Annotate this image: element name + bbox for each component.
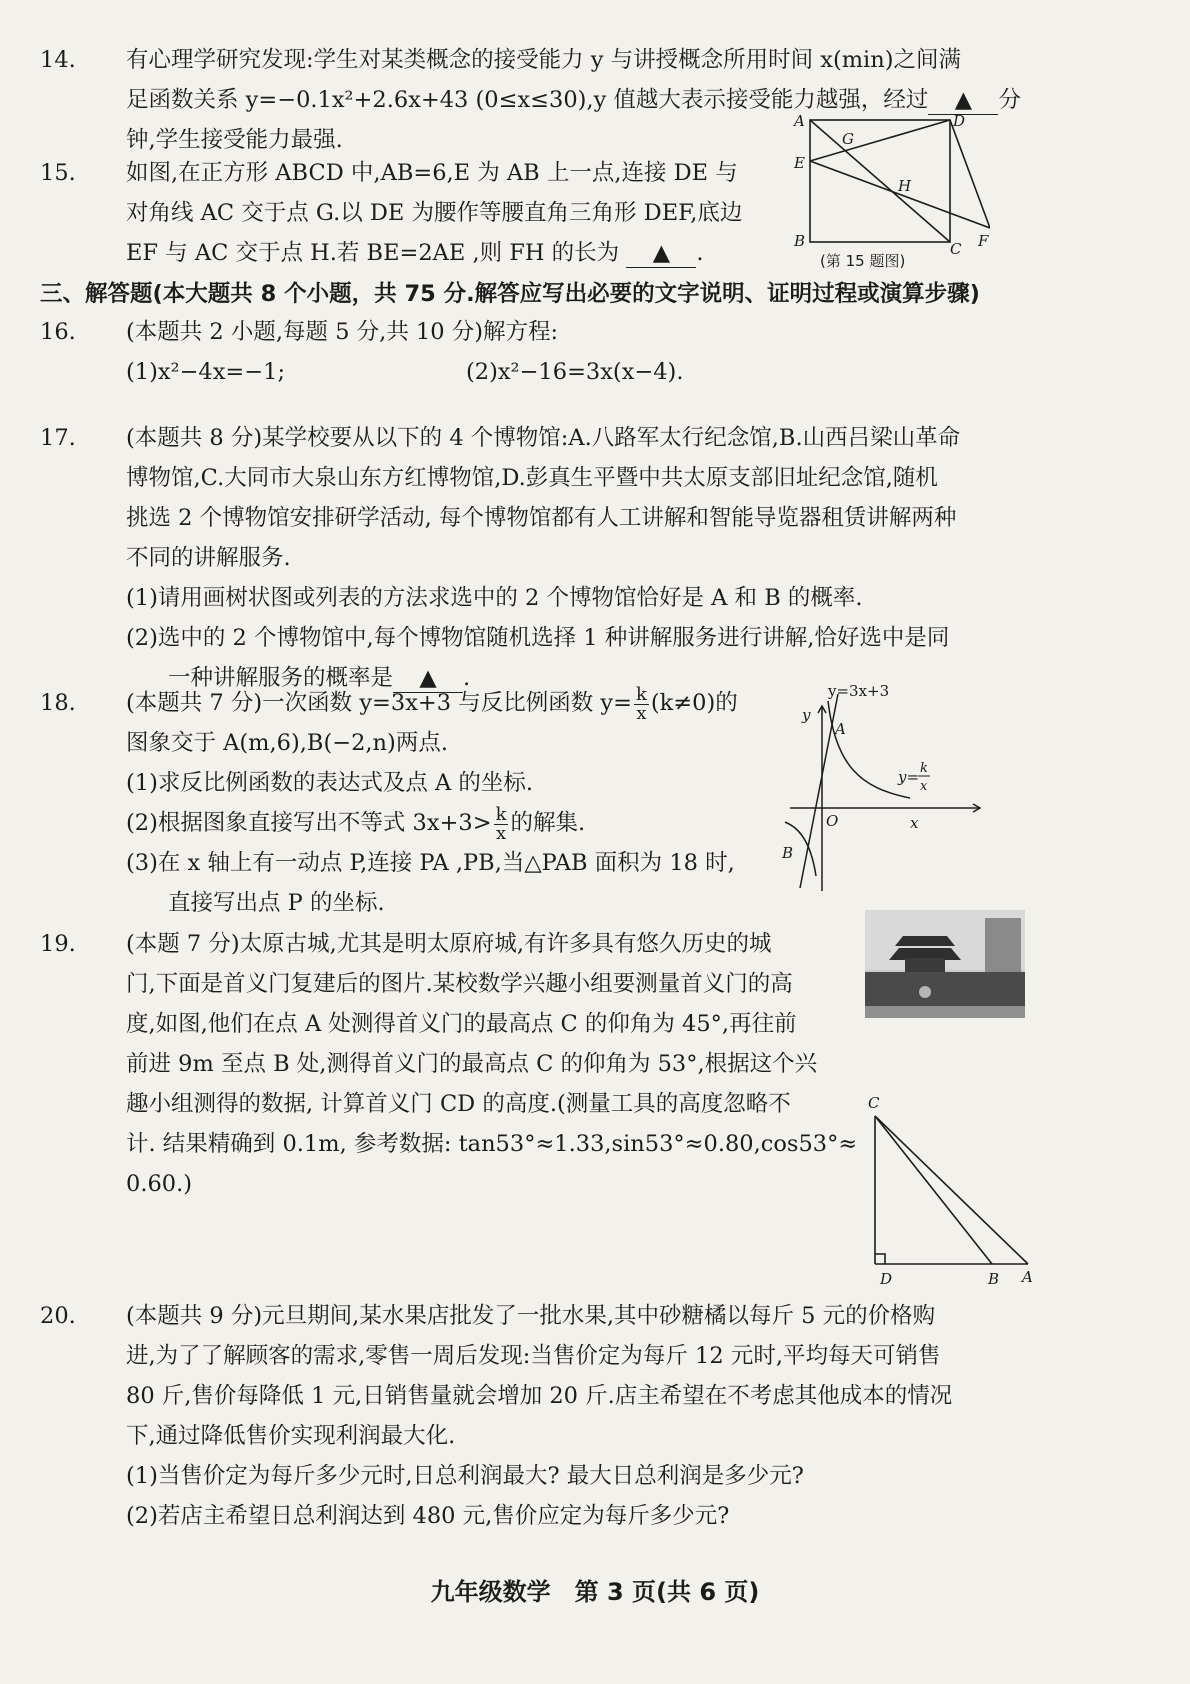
fraction-numerator: k [635,683,647,705]
q18-figure [780,676,990,898]
q17-line-3: 挑选 2 个博物馆安排研学活动, 每个博物馆都有人工讲解和智能导览器租赁讲解两种 [126,505,957,531]
label-b: B [794,232,806,250]
q19-line-1: (本题 7 分)太原古城,尤其是明太原府城,有许多具有悠久历史的城 [126,931,772,957]
city-gate-photo [865,910,1025,1018]
q15-period: . [696,240,704,266]
y-axis-label: y [802,706,811,724]
diagonal-ac [810,120,950,242]
q14-unit: 分 [998,87,1021,113]
fraction-k-over-x [494,803,509,844]
label-c: C [950,240,962,258]
q16-part-1: (1)x²−4x=−1; [126,359,286,385]
x-axis-label: x [910,814,919,832]
q18-part-2: (2)根据图象直接写出不等式 3x+3> [126,810,492,836]
q15-line-1: 如图,在正方形 ABCD 中,AB=6,E 为 AB 上一点,连接 DE 与 [126,160,738,186]
q19-line-3: 度,如图,他们在点 A 处测得首义门的最高点 C 的仰角为 45°,再往前 [126,1011,797,1037]
question-number: 19. [40,931,76,957]
fraction-k-over-x [634,683,649,724]
q18-part-3b: 直接写出点 P 的坐标. [168,890,385,916]
question-number: 16. [40,319,76,345]
q19-line-6: 计. 结果精确到 0.1m, 参考数据: tan53°≈1.33,sin53°≈0.80,cos53°≈ [126,1131,858,1157]
q20-part-2: (2)若店主希望日总利润达到 480 元,售价应定为每斤多少元? [126,1503,730,1529]
label-b: B [988,1270,1000,1288]
question-number: 15. [40,160,76,186]
label-d: D [953,112,966,130]
fraction-denominator: x [636,702,647,724]
curve-label-y: y= [898,768,920,786]
q19-line-4: 前进 9m 至点 B 处,测得首义门的最高点 C 的仰角为 53°,根据这个兴 [126,1051,818,1077]
q15-line-3: EF 与 AC 交于点 H.若 BE=2AE ,则 FH 的长为 [126,240,620,266]
q17-line-4: 不同的讲解服务. [126,545,291,571]
q18-part-2b: 的解集. [510,810,586,836]
answer-blank: ▲ [928,86,998,115]
q20-line-3: 80 斤,售价每降低 1 元,日销售量就会增加 20 斤.店主希望在不考虑其他成本的情况 [126,1383,953,1409]
curve-label-k: k [920,761,928,776]
label-a: A [794,112,805,130]
curve-label-x: x [920,779,928,794]
fraction-numerator: k [495,803,507,825]
label-d: D [880,1270,893,1288]
sightline-cb [875,1116,992,1264]
label-g: G [842,130,854,148]
q17-part-2-cont: 一种讲解服务的概率是 [168,665,394,691]
q17-part-2: (2)选中的 2 个博物馆中,每个博物馆随机选择 1 种讲解服务进行讲解,恰好选中是同 [126,625,950,651]
q15-line-2: 对角线 AC 交于点 G.以 DE 为腰作等腰直角三角形 DEF,底边 [126,200,743,226]
label-c: C [868,1094,880,1112]
question-number: 17. [40,425,76,451]
figure-caption: (第 15 题图) [820,252,906,270]
label-e: E [794,154,805,172]
q17-period: . [463,665,471,691]
question-18 [40,683,738,923]
q18-part-3: (3)在 x 轴上有一动点 P,连接 PA ,PB,当△PAB 面积为 18 时, [126,850,735,876]
line-label: y=3x+3 [828,682,890,700]
answer-blank: ▲ [626,239,696,268]
q16-intro: (本题共 2 小题,每题 5 分,共 10 分)解方程: [126,319,559,345]
q20-line-1: (本题共 9 分)元旦期间,某水果店批发了一批水果,其中砂糖橘以每斤 5 元的价格购 [126,1303,936,1329]
q20-line-2: 进,为了了解顾客的需求,零售一周后发现:当售价定为每斤 12 元时,平均每天可销售 [126,1343,941,1369]
q18-part-1: (1)求反比例函数的表达式及点 A 的坐标. [126,770,534,796]
question-16 [40,312,684,392]
q16-part-2: (2)x²−16=3x(x−4). [466,359,684,385]
point-b-label: B [782,844,794,862]
q17-part-1: (1)请用画树状图或列表的方法求选中的 2 个博物馆恰好是 A 和 B 的概率. [126,585,863,611]
section-heading: 三、解答题(本大题共 8 个小题，共 75 分.解答应写出必要的文字说明、证明过程或演算步骤) [40,281,980,307]
right-angle-mark [875,1254,885,1264]
sightline-ca [875,1116,1028,1264]
question-19 [40,924,857,1204]
origin-label: O [826,812,839,830]
q14-line-3: 钟,学生接受能力最强. [126,127,343,153]
fraction-denominator: x [495,822,507,844]
q15-figure [790,110,990,280]
q17-line-1: (本题共 8 分)某学校要从以下的 4 个博物馆:A.八路军太行纪念馆,B.山西吕梁山革命 [126,425,961,451]
q19-line-7: 0.60.) [126,1171,193,1197]
q14-line-1: 有心理学研究发现:学生对某类概念的接受能力 y 与讲授概念所用时间 x(min)之间满 [126,47,962,73]
page-footer: 九年级数学 第 3 页(共 6 页) [430,1578,760,1606]
q17-line-2: 博物馆,C.大同市大泉山东方红博物馆,D.彭真生平暨中共太原支部旧址纪念馆,随机 [126,465,938,491]
label-f: F [978,232,989,250]
label-a: A [1022,1268,1033,1286]
segment-de [810,120,950,161]
question-20 [40,1296,952,1536]
question-17 [40,418,960,698]
answer-blank: ▲ [393,664,463,693]
q19-line-2: 门,下面是首义门复建后的图片.某校数学兴趣小组要测量首义门的高 [126,971,793,997]
question-number: 14. [40,47,76,73]
question-number: 18. [40,690,76,716]
q18-line-1: (本题共 7 分)一次函数 y=3x+3 与反比例函数 y= [126,690,632,716]
q19-line-5: 趣小组测得的数据, 计算首义门 CD 的高度.(测量工具的高度忽略不 [126,1091,791,1117]
q20-line-4: 下,通过降低售价实现利润最大化. [126,1423,456,1449]
question-15 [40,153,742,273]
point-a-label: A [835,720,846,738]
q14-line-2: 足函数关系 y=−0.1x²+2.6x+43 (0≤x≤30),y 值越大表示接受能力越强，经过 [126,87,929,113]
question-number: 20. [40,1303,76,1329]
label-h: H [898,177,912,195]
q18-line-1b: (k≠0)的 [650,690,738,716]
q20-part-1: (1)当售价定为每斤多少元时,日总利润最大? 最大日总利润是多少元? [126,1463,804,1489]
q19-figure [860,1092,1040,1292]
q18-line-2: 图象交于 A(m,6),B(−2,n)两点. [126,730,448,756]
segment-df [950,120,990,228]
